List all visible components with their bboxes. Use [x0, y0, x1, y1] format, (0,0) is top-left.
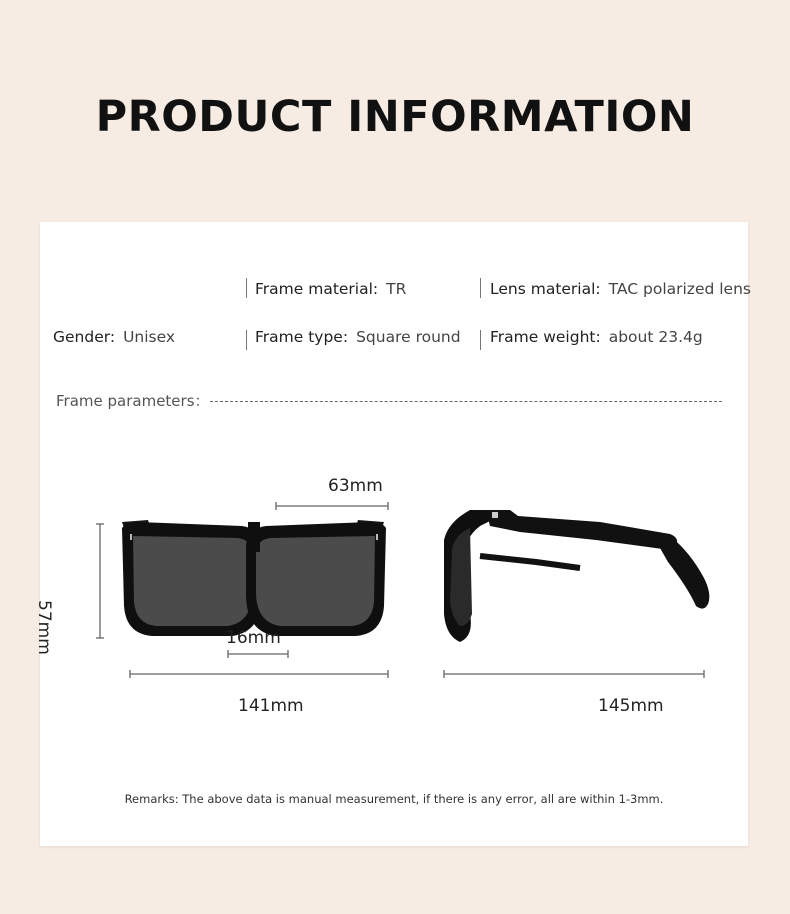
spec-value: TAC polarized lens [608, 280, 751, 298]
frame-parameters-label: Frame parameters： [56, 392, 210, 410]
spec-value: Unisex [123, 328, 176, 346]
front-view-glasses-icon [122, 520, 386, 636]
glasses-illustration [40, 222, 748, 846]
spec-label: Gender: [53, 328, 116, 346]
page-title: PRODUCT INFORMATION [95, 92, 695, 142]
spec-label: Frame material: [255, 280, 379, 298]
side-view-glasses-icon [444, 510, 709, 642]
spec-value: about 23.4g [608, 328, 703, 346]
spec-label: Lens material: [490, 280, 601, 298]
bridge-width-label: 16mm [226, 628, 281, 648]
remarks-note: Remarks: The above data is manual measurement, if there is any error, all are within 1-3mm. [124, 792, 664, 806]
lens-height-label: 57mm [34, 600, 54, 655]
frame-width-label: 141mm [238, 696, 304, 716]
spec-label: Frame weight: [490, 328, 601, 346]
spec-value: TR [386, 280, 407, 298]
temple-length-label: 145mm [598, 696, 664, 716]
spec-value: Square round [356, 328, 461, 346]
lens-width-label: 63mm [328, 476, 383, 496]
product-info-card [34, 222, 751, 846]
spec-label: Frame type: [255, 328, 349, 346]
